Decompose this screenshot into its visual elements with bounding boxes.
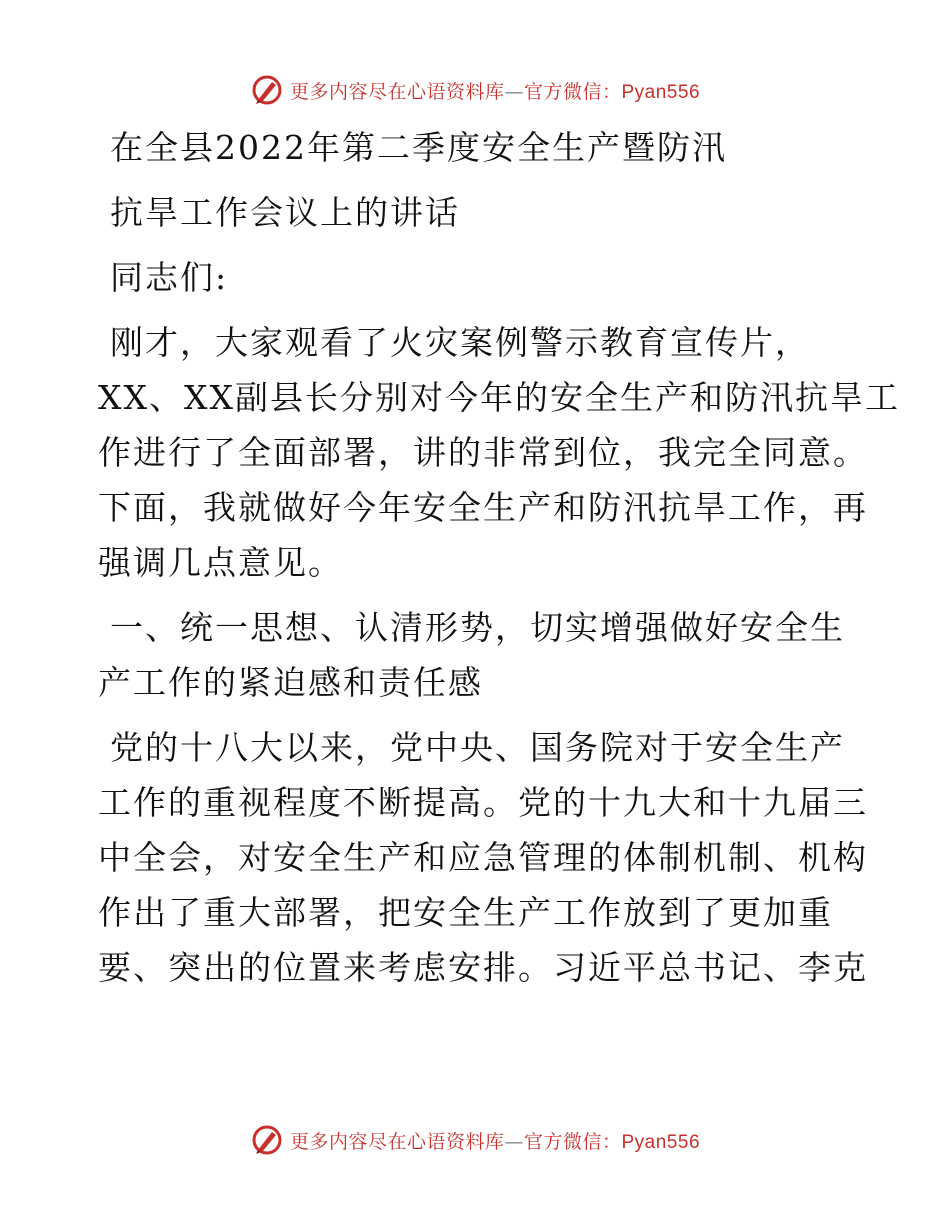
document-body — [98, 120, 900, 995]
paragraph-1-line-1: 刚才，大家观看了火灾案例警示教育宣传片， — [110, 323, 810, 362]
section-heading-1-line-2: 产工作的紧迫感和责任感 — [98, 663, 483, 702]
paragraph-2-line-5: 要、突出的位置来考虑安排。习近平总书记、李克 — [98, 948, 868, 987]
paragraph-1-line-3: 作进行了全面部署，讲的非常到位，我完全同意。 — [98, 433, 868, 472]
paragraph-1-line-4: 下面，我就做好今年安全生产和防汛抗旱工作，再 — [98, 488, 868, 527]
salutation: 同志们: — [110, 258, 229, 297]
pen-logo-icon — [250, 1123, 284, 1157]
watermark-header — [0, 70, 950, 110]
watermark-text: 更多内容尽在心语资料库—官方微信：Pyan556 — [289, 1130, 701, 1153]
paragraph-1-line-2: XX、XX副县长分别对今年的安全生产和防汛抗旱工 — [98, 378, 900, 417]
paragraph-2-line-1: 党的十八大以来，党中央、国务院对于安全生产 — [110, 728, 845, 767]
paragraph-2-line-4: 作出了重大部署，把安全生产工作放到了更加重 — [98, 893, 833, 932]
paragraph-1-line-5: 强调几点意见。 — [98, 543, 343, 582]
section-heading-1-line-1: 一、统一思想、认清形势，切实增强做好安全生 — [110, 608, 845, 647]
title-line-2: 抗旱工作会议上的讲话 — [110, 193, 460, 232]
paragraph-2-line-3: 中全会，对安全生产和应急管理的体制机制、机构 — [98, 838, 868, 877]
title-line-1: 在全县2022年第二季度安全生产暨防汛 — [110, 128, 727, 167]
watermark-text: 更多内容尽在心语资料库—官方微信：Pyan556 — [289, 80, 701, 103]
watermark-footer — [0, 1120, 950, 1160]
pen-logo-icon — [250, 73, 284, 107]
paragraph-2-line-2: 工作的重视程度不断提高。党的十九大和十九届三 — [98, 783, 868, 822]
